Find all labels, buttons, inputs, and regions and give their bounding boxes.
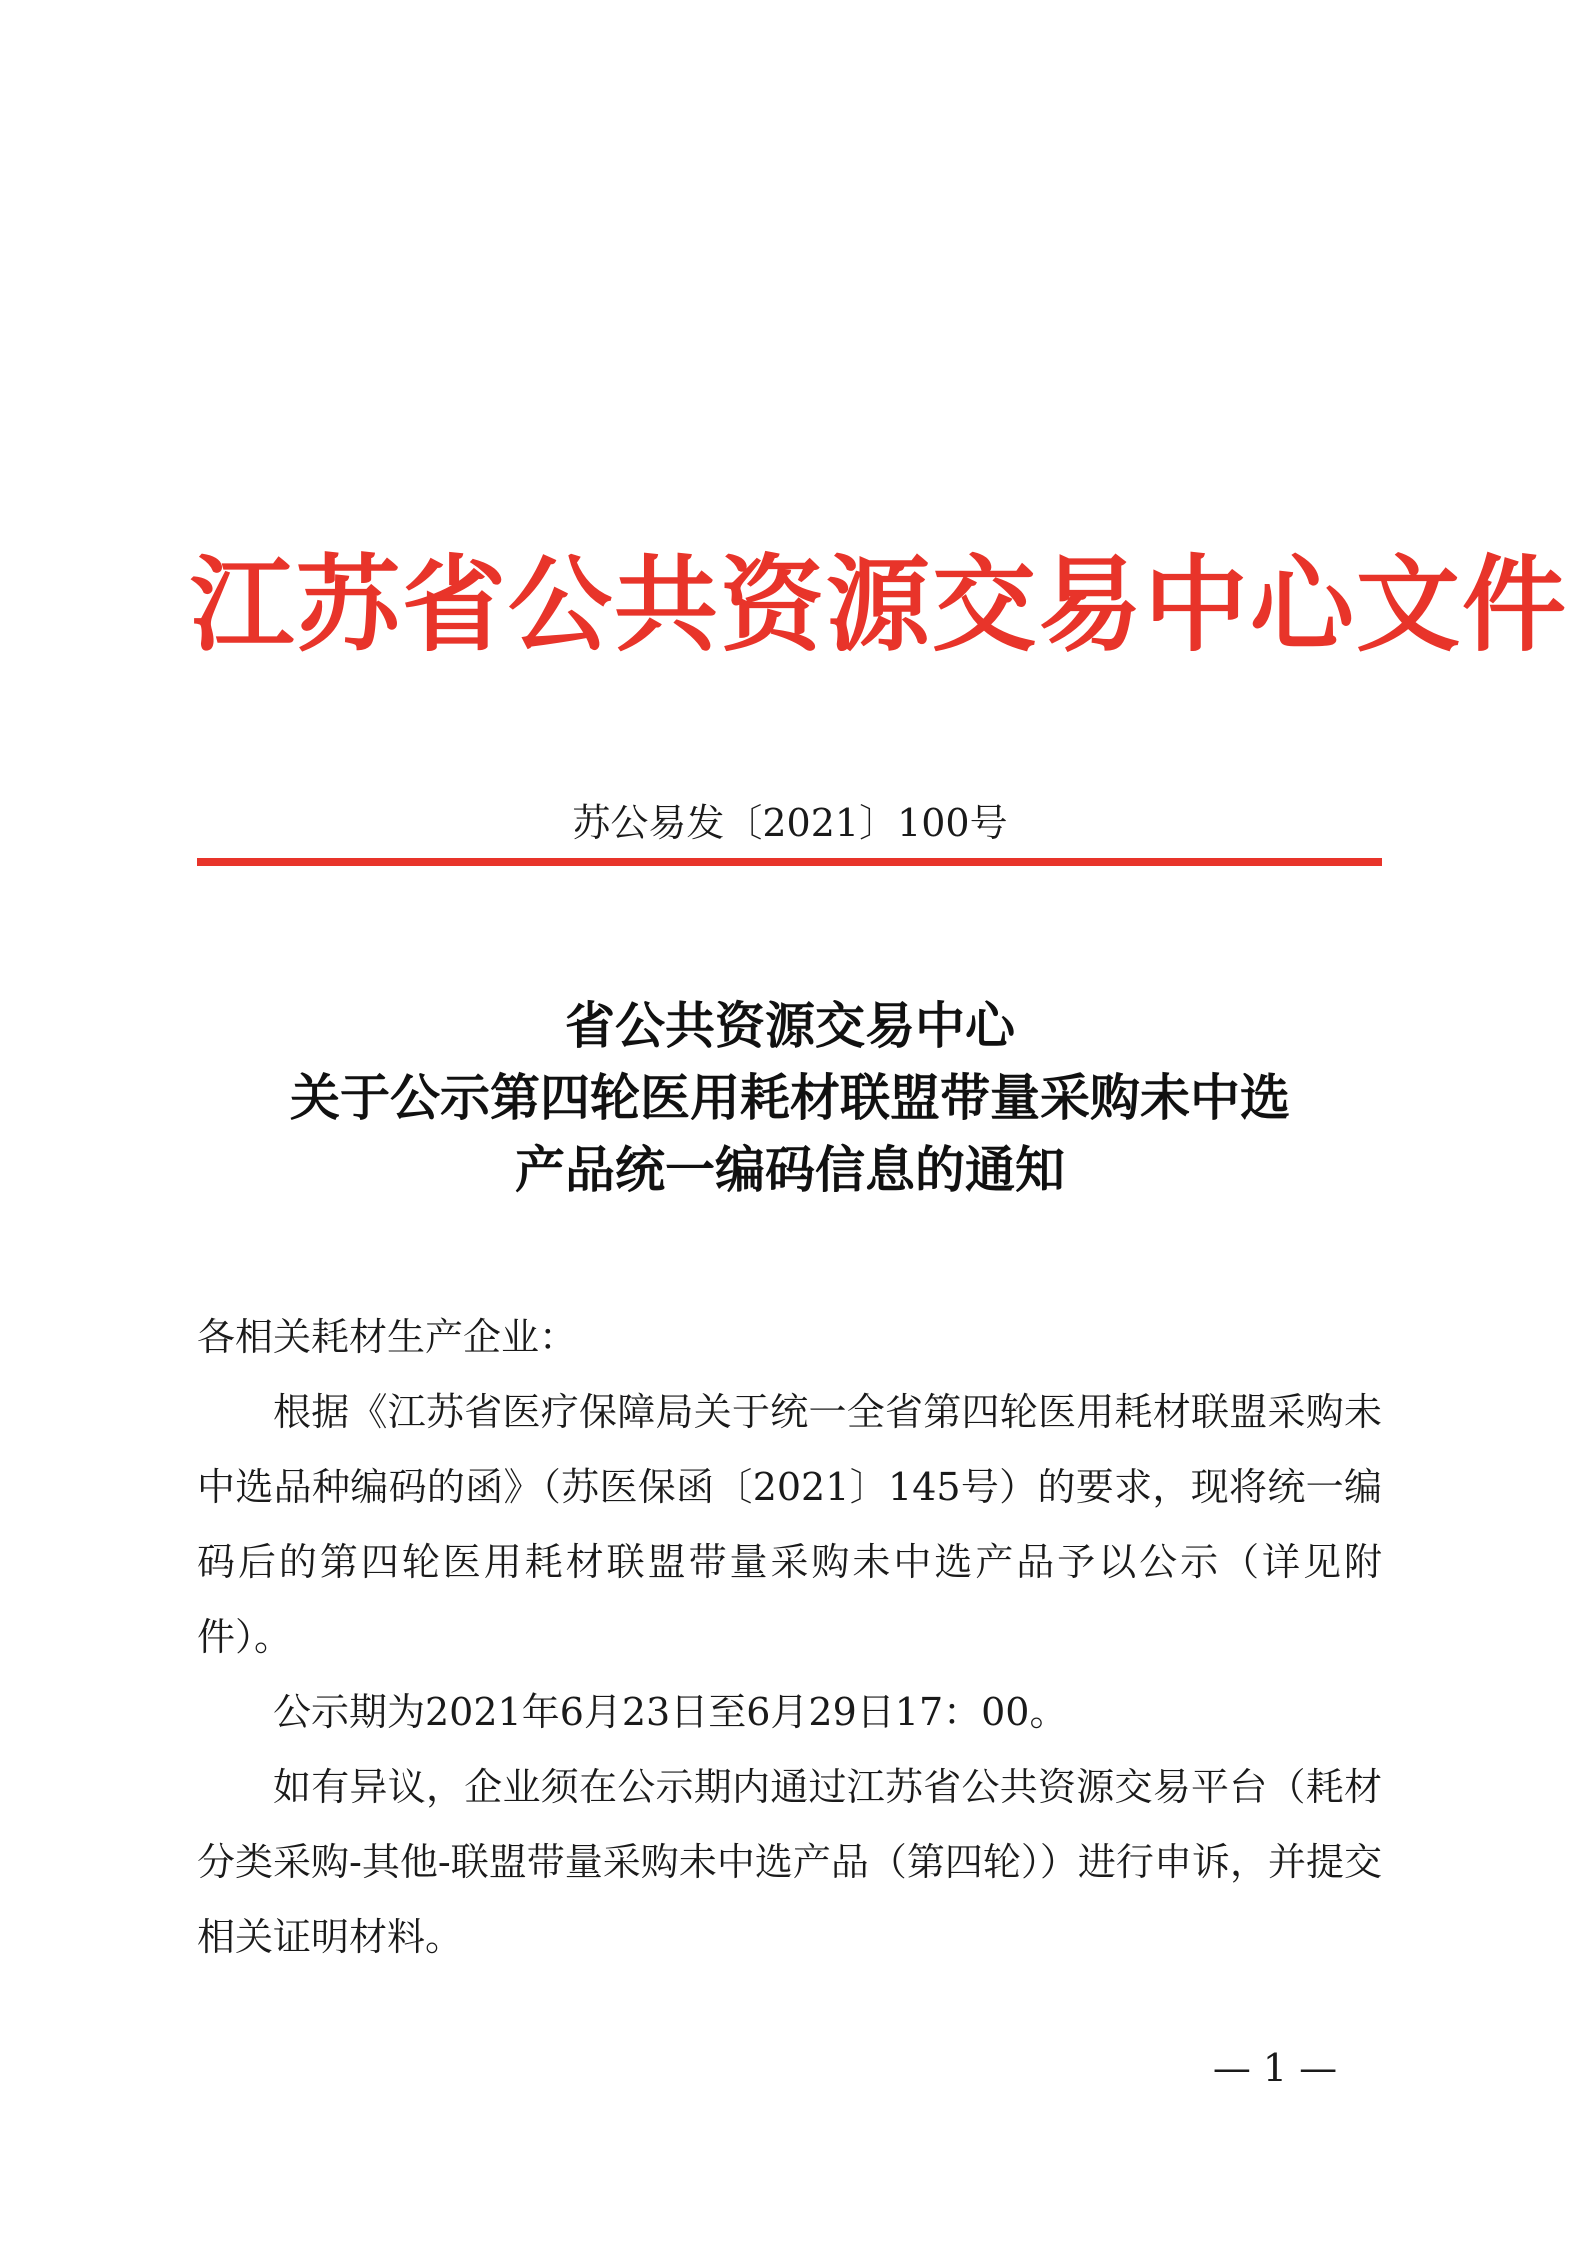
document-number: 苏公易发〔2021〕100号 bbox=[572, 801, 1008, 845]
notice-title-line: 关于公示第四轮医用耗材联盟带量采购未中选 bbox=[290, 1069, 1290, 1127]
issuer-header-title: 江苏省公共资源交易中心文件 bbox=[190, 544, 1569, 666]
salutation: 各相关耗材生产企业： bbox=[197, 1315, 578, 1359]
body-paragraph: 如有异议，企业须在公示期内通过江苏省公共资源交易平台（耗材分类采购-其他-联盟带量采购未中选产品（第四轮））进行申诉，并提交相关证明材料。 bbox=[197, 1765, 1382, 1959]
notice-title-line: 产品统一编码信息的通知 bbox=[515, 1141, 1065, 1199]
body-paragraph: 根据《江苏省医疗保障局关于统一全省第四轮医用耗材联盟采购未中选品种编码的函》（苏医保函〔2021〕145号）的要求，现将统一编码后的第四轮医用耗材联盟带量采购未中选产品予以公示（详见附件）。 bbox=[197, 1390, 1382, 1659]
body-paragraph: 公示期为2021年6月23日至6月29日17：00。 bbox=[273, 1690, 1068, 1734]
notice-title bbox=[190, 990, 1390, 1206]
red-divider-line bbox=[197, 858, 1382, 866]
notice-body bbox=[197, 1300, 1382, 1975]
page-number: — 1 — bbox=[1212, 2046, 1338, 2090]
notice-title-line: 省公共资源交易中心 bbox=[565, 997, 1015, 1055]
